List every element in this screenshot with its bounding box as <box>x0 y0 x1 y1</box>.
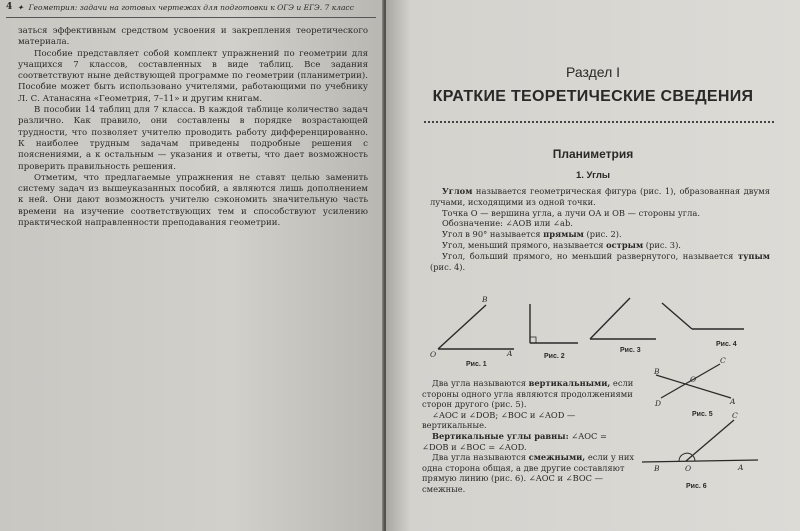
text: Два угла называются <box>432 452 529 463</box>
fig1-label: A <box>507 349 513 358</box>
text: ∠AOC = ∠DOB и ∠BOC = ∠AOD. <box>422 430 607 452</box>
section-heading: 1. Углы <box>576 170 610 181</box>
text: Угол, меньший прямого, называется <box>442 239 607 250</box>
fig5-label: B <box>654 367 660 376</box>
fig1-label: O <box>430 350 437 359</box>
fig5-label: D <box>655 399 662 408</box>
term: Вертикальные углы равны: <box>432 430 569 441</box>
right-page <box>386 0 800 531</box>
paragraph <box>422 378 636 410</box>
figure-3-caption: Рис. 3 <box>620 347 641 354</box>
fig5-label: A <box>730 397 736 406</box>
running-head <box>6 2 376 12</box>
figure-1-angle <box>430 295 514 368</box>
figure-5-caption: Рис. 5 <box>692 411 713 418</box>
term: тупым <box>737 250 770 261</box>
figure-5-vertical-angles <box>653 356 736 418</box>
ornament-icon: ✦ <box>17 2 24 12</box>
term: острым <box>606 239 644 250</box>
text: (рис. 3). <box>643 239 681 250</box>
figure-6-adjacent-angles <box>642 411 758 490</box>
text: если стороны одного угла являются продолжениями сторон другого (рис. 5). <box>422 378 634 410</box>
paragraph: В пособии 14 таблиц для 7 класса. В каждой таблице количество задач различно. Как правило, они составлены в порядке возрастающей трудности, что позволяет учителю проводить работу дифференцированно. К наиболее трудным задачам приведены подробные решения с пояснениями, а к остальным — указания и ответы, что дает возможность проверить правильность решения. <box>18 105 368 172</box>
fig6-label: C <box>732 411 738 420</box>
fig5-label: O <box>690 375 697 384</box>
paragraph: Точка O — вершина угла, а лучи OA и OB — стороны угла. <box>442 207 700 218</box>
figure-4-caption: Рис. 4 <box>716 341 737 348</box>
text: (рис. 2). <box>583 229 622 240</box>
angles-text <box>422 378 636 495</box>
term: вертикальными, <box>528 378 611 388</box>
chapter-title: КРАТКИЕ ТЕОРЕТИЧЕСКИЕ СВЕДЕНИЯ <box>432 88 754 105</box>
figure-4-obtuse-angle <box>662 303 744 348</box>
paragraph: заться эффективным средством усвоения и закрепления теоретического материала. <box>18 26 368 48</box>
paragraph: ∠AOC и ∠DOB; ∠BOC и ∠AOD — вертикальные. <box>422 409 576 431</box>
figure-2-right-angle <box>530 304 578 360</box>
header-rule <box>6 17 376 18</box>
term: прямым <box>543 229 584 240</box>
paragraph <box>422 452 636 494</box>
fig5-label: C <box>720 356 726 365</box>
fig6-label: B <box>654 464 660 473</box>
fig6-label: A <box>738 463 744 472</box>
page-number: 4 <box>6 2 13 12</box>
figure-6-caption: Рис. 6 <box>686 483 707 490</box>
subtitle: Планиметрия <box>552 147 634 161</box>
figure-2-caption: Рис. 2 <box>544 353 565 360</box>
text: Угол в 90° называется <box>442 229 544 240</box>
text: Угол, больший прямого, но меньший развернутого, называется <box>442 250 738 261</box>
fig1-label: B <box>482 295 488 304</box>
paragraph: Отметим, что предлагаемые упражнения не ставят целью заменить систему задач из вышеуказанных пособий, а являются лишь дополнением к ней. Они дают возможность учителю сэкономить значительную часть времени на изучение соответствующих тем и способствуют усилению практической направленности преподавания геометрии. <box>18 172 368 229</box>
running-head-text: Геометрия: задачи на готовых чертежах для подготовки к ОГЭ и ЕГЭ. 7 класс <box>28 2 354 12</box>
text: (рис. 4). <box>430 261 466 272</box>
paragraph <box>422 431 636 452</box>
paragraph: Пособие представляет собой комплект упражнений по геометрии для учащихся 7 классов, составленных в виде таблиц. Все задания соответствуют ныне действующей программе по геометрии (планиметрии). Пособие может быть использовано учителями, работающими по учебнику Л. С. Атанасяна «Геометрия, 7–11» и другим книгам. <box>18 48 368 104</box>
term: Углом <box>442 186 473 196</box>
fig6-label: O <box>685 464 692 473</box>
figure-3-acute-angle <box>590 298 656 354</box>
paragraph: Обозначение: ∠AOB или ∠ab. <box>442 218 573 229</box>
term: смежными, <box>528 452 586 463</box>
left-body-text <box>18 26 368 229</box>
part-heading: Раздел I <box>565 64 621 80</box>
left-page <box>0 0 384 531</box>
text: Два угла называются <box>432 378 529 388</box>
figure-1-caption: Рис. 1 <box>466 361 487 368</box>
text: называется геометрическая фигура (рис. 1), образованная двумя лучами, исходящими из одной точки. <box>430 186 770 207</box>
text: если у них одна сторона общая, а две другие составляют прямую линию (рис. 6). ∠AOC и ∠BOC — смежные. <box>422 452 635 494</box>
